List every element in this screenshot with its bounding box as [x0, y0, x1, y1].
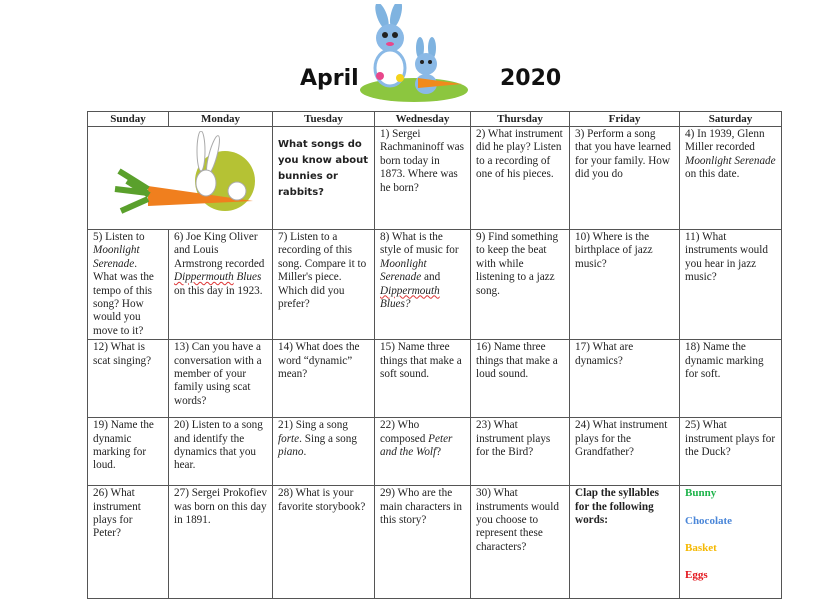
cell-text: 24) What instrument plays for the Grandfather? [575, 419, 668, 459]
cell-text: Peter and the Wolf [380, 432, 453, 459]
day-cell [88, 340, 169, 418]
weekday-header-friday: Friday [570, 112, 680, 127]
cell-text: 6) Joe King Oliver and Louis Armstrong recorded [174, 231, 265, 270]
cell-text: forte [278, 432, 300, 445]
weekday-header-sunday: Sunday [88, 112, 169, 127]
cell-text: What songs do you know about bunnies or rabbits? [278, 138, 369, 198]
weekday-header-row [88, 112, 782, 127]
cell-text: on this day in 1923. [174, 284, 263, 297]
cell-text: 1) Sergei Rachmaninoff was born today in 1873. Where was he born? [380, 128, 464, 194]
day-cell [169, 486, 273, 599]
cell-text: 15) Name three things that make a soft sound. [380, 341, 462, 381]
day-cell [680, 418, 782, 486]
syllable-word: Eggs [685, 569, 708, 582]
weekday-header-thursday: Thursday [471, 112, 570, 127]
day-cell [570, 230, 680, 340]
day-cell [375, 230, 471, 340]
cell-text: Moonlight Serenade [685, 154, 776, 167]
syllable-word: Chocolate [685, 514, 733, 527]
cell-text: 29) Who are the main characters in this story? [380, 487, 462, 527]
bunny-carrot-icon [113, 131, 263, 226]
cell-text: 7) Listen to a recording of this song. Compare it to Miller's piece. Which did you prefer? [278, 231, 367, 311]
day-cell [169, 230, 273, 340]
cell-text: 21) Sing a song [278, 419, 348, 432]
cell-text: 30) What instruments would you choose to represent these characters? [476, 487, 559, 553]
cell-text: Blues? [380, 298, 411, 311]
day-cell [570, 418, 680, 486]
cell-text: 9) Find something to keep the beat with while listening to a jazz song. [476, 231, 559, 297]
day-cell [570, 486, 680, 599]
cell-text: 11) What instruments would you hear in jazz music? [685, 231, 768, 284]
day-cell [273, 418, 375, 486]
cell-text: 26) What instrument plays for Peter? [93, 487, 141, 540]
day-cell [680, 127, 782, 230]
cell-text: 2) What instrument did he play? Listen to a recording of one of his pieces. [476, 128, 563, 181]
cell-text: 16) Name three things that make a loud sound. [476, 341, 558, 381]
cell-text: . [303, 446, 307, 459]
day-cell [570, 340, 680, 418]
cell-text: 13) Can you have a conversation with a member of your family using scat words? [174, 341, 262, 407]
cell-text: 20) Listen to a song and identify the dynamics that you hear. [174, 419, 263, 472]
day-cell [273, 486, 375, 599]
weekday-header-wednesday: Wednesday [375, 112, 471, 127]
cell-text: 8) What is the style of music for [380, 231, 459, 257]
cell-text: 10) Where is the birthplace of jazz music? [575, 231, 653, 270]
day-cell [471, 230, 570, 340]
day-cell [88, 418, 169, 486]
cell-text: Dippermouth [380, 284, 440, 297]
year-title: 2020 [500, 66, 562, 91]
cell-text: 5) Listen to [93, 231, 145, 243]
cell-text: 4) In 1939, Glenn Miller recorded [685, 128, 765, 154]
cell-text: piano [278, 446, 304, 459]
cell-text: 19) Name the dynamic marking for loud. [93, 419, 154, 472]
week-row [88, 418, 782, 486]
weekday-header-tuesday: Tuesday [273, 112, 375, 127]
cell-text: Moonlight Serenade [93, 244, 140, 270]
day-cell [273, 340, 375, 418]
cell-text: 23) What instrument plays for the Bird? [476, 419, 551, 459]
day-cell [471, 340, 570, 418]
cell-text: 14) What does the word “dynamic” mean? [278, 341, 360, 381]
day-cell [471, 127, 570, 230]
cell-text: Blues [236, 271, 262, 284]
syllable-word: Basket [685, 542, 717, 555]
bunny-carrot-cell [88, 127, 273, 230]
month-title: April [300, 66, 359, 91]
cell-text: ? [436, 446, 442, 459]
cell-text: 3) Perform a song that you have learned for your family. How did you do [575, 128, 671, 181]
week-row [88, 340, 782, 418]
week-row [88, 486, 782, 599]
day-cell [375, 418, 471, 486]
cell-text: . What was the tempo of this song? How would you move to it? [93, 257, 154, 337]
day-cell [570, 127, 680, 230]
cell-text: . Sing a song [299, 432, 357, 445]
day-cell [680, 486, 782, 599]
day-cell [169, 340, 273, 418]
cell-text: Clap the syllables for the following words: [575, 487, 659, 527]
cell-text: 28) What is your favorite storybook? [278, 487, 366, 513]
day-cell [375, 340, 471, 418]
day-cell [471, 486, 570, 599]
cell-text: 17) What are dynamics? [575, 341, 634, 367]
calendar-table [87, 111, 782, 599]
cell-text: 22) Who composed [380, 419, 429, 445]
weekday-header-monday: Monday [169, 112, 273, 127]
cell-text: 18) Name the dynamic marking for soft. [685, 341, 764, 381]
syllable-word: Bunny [685, 487, 717, 500]
cell-text: 25) What instrument plays for the Duck? [685, 419, 776, 459]
week-row [88, 127, 782, 230]
cell-text: Moonlight Serenade [380, 257, 427, 284]
day-cell [88, 230, 169, 340]
cell-text: on this date. [685, 168, 740, 181]
day-cell [375, 127, 471, 230]
bunnies-illustration-icon [358, 4, 470, 104]
cell-text: Dippermouth [174, 271, 234, 284]
day-cell [680, 340, 782, 418]
day-cell [273, 230, 375, 340]
cell-text: 27) Sergei Prokofiev was born on this day in 1891. [174, 487, 268, 527]
day-cell [375, 486, 471, 599]
week-row [88, 230, 782, 340]
cell-text: 12) What is scat singing? [93, 341, 152, 367]
day-cell [680, 230, 782, 340]
cell-text: and [421, 271, 441, 284]
day-cell [273, 127, 375, 230]
weekday-header-saturday: Saturday [680, 112, 782, 127]
day-cell [471, 418, 570, 486]
day-cell [88, 486, 169, 599]
day-cell [169, 418, 273, 486]
